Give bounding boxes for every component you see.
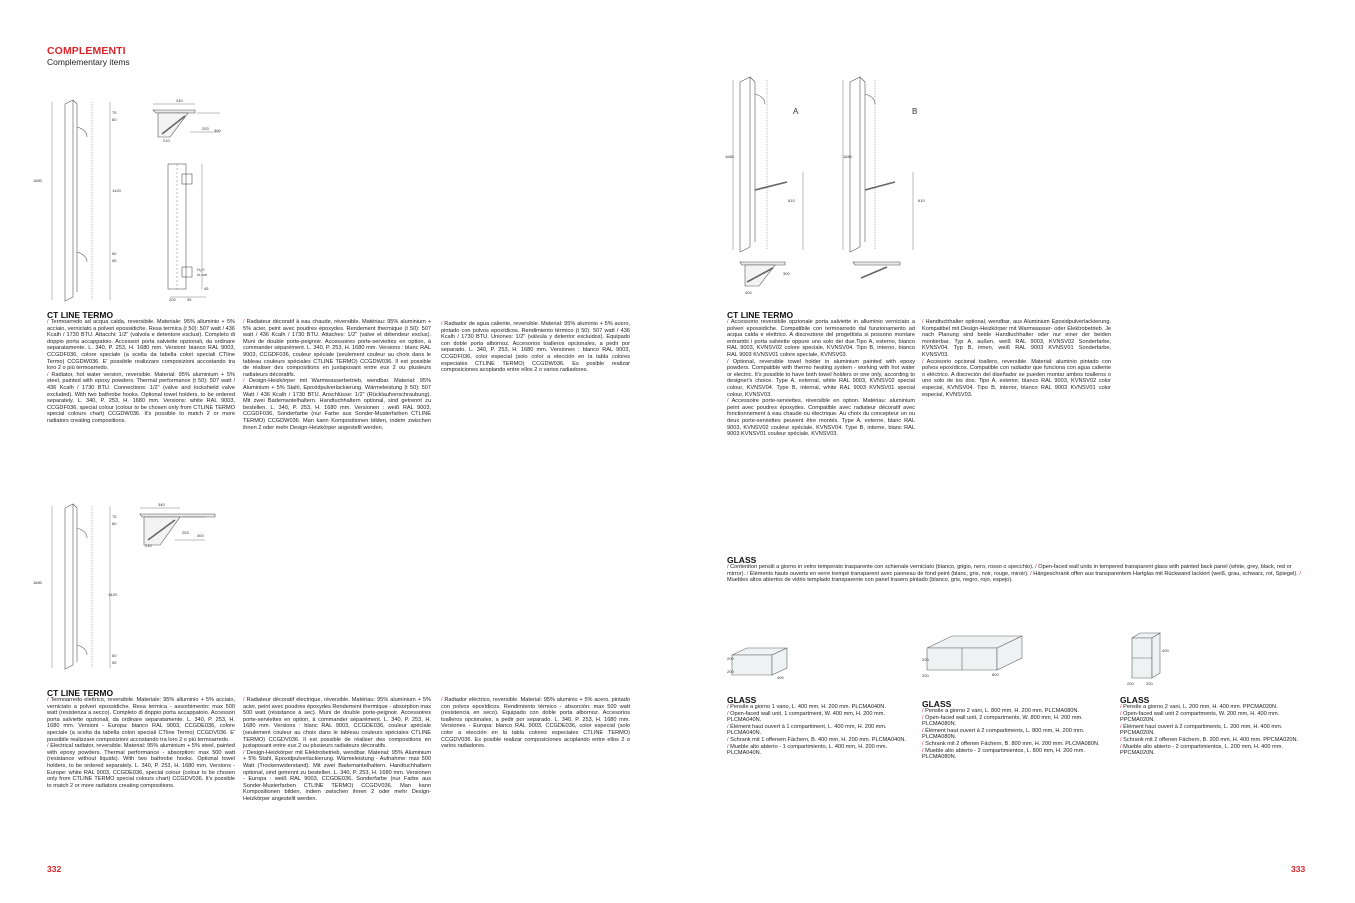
ct3-text-col2: / Handtuchhalter optional, wendbar, aus Aluminium Epoxidpulverlackierung. Kompatibel mit Design-Heizkörper mit Warmwasser- oder Elektrobetrieb. Je nach Planung sind beide Handtuchhalter oder nur einer der beiden montierbar. Typ A, außen, weiß RAL 9003, KVNSV02 Sonderfarbe, KVNSV04. Typ B, innen, weiß RAL 9003 KVNSV01 Sonderfarbe, KVNSV03. / Accesorio opcional toallero, reversible. Material: aluminio pintado con polvos epoxídicos. Compatible con radiador que funciona con agua caliente o eléctrico. A discreción del diseñador se pueden montar ambos toalleros o uno solo de los dos. Tipo A, exterior, blanco RAL 9003, KVNSV02 color especial, KVNSV04. Tipo B, interior, blanco RAL 9003 KVNSV01 color especial, KVNSV03. xyxy=(922,319,1111,398)
glass-unit-line: Schrank mit 2 offenen Fächern, B. 200 mm, H. 400 mm. PPCMA020N. xyxy=(1123,736,1299,743)
dim-label: 80 xyxy=(112,521,117,526)
glass-unit-line: Pensile a giorno 1 vano, L. 400 mm, H. 200 mm. PLCMA040N. xyxy=(730,704,886,710)
glass-text: Hängeschrank offen aus transparentem Hartglas mit Rückwand lackiert (weiß, grau, schwarz, rot, Spiegel). xyxy=(1033,570,1298,577)
dim-label: 800 xyxy=(992,672,999,677)
dim-label: 200 xyxy=(922,673,929,678)
glass-unit-line: Mueble alto abierto - 2 compartimientos, L. 800 mm, H. 200 mm. PLCMA080N. xyxy=(922,747,1085,761)
glass-unit-1-title: GLASS xyxy=(727,695,757,705)
glass-unit-3-title: GLASS xyxy=(1120,695,1150,705)
ct3-text-col1: / Accessorio reversibile opzionale porta salviette in alluminio verniciato a polveri epossidiche. Compatibile con termoarredo dal funzionamento ad acqua calda e elettrico. A discrezione del progettista si possono montare entrambi i porta salviette oppure uno solo dei due.Tipo A, esterno, bianco RAL 9003, KVNSV02 colore speciale, KVNSV04. Tipo B, interno, bianco RAL 9003 KVNSV01 colore speciale, KVNSV03. / Optional, reversible towel holder in aluminium painted with epoxy powders. Compatible with thermo heating system - working with hot water or electric. It's possible to have both towel holders or one only, according to designer's choice. Type A, external, white RAL 9003, KVNSV02 special colour, KVNSV04. Type B, internal, white RAL 9003 KVNSV01 special colour, KVNSV03. / Accessoire porte-serviettes, réversible en option. Matériau: aluminium peint avec poudres époxydes. Compatible avec radiateur décoratif avec fonctionnement à eau chaude ou électrique. Au choix du concepteur un ou deux porte-serviettes peuvent être montés. Type A, externe, blanc RAL 9003, KVNSV02 couleur spéciale, KVNSV04. Type B, interne, blanc RAL 9003 KVNSV01 couleur spéciale, KVNSV03. xyxy=(727,319,916,438)
dim-label: 400 xyxy=(745,290,752,295)
dim-label: 75 xyxy=(112,110,117,115)
ct1-text: Design-Heizkörper mit Warmwasserbetrieb, wendbar. Material: 95% Aluminium + 5% Stahl, Epoxidpulverlackierung. Wärmeleistung (t 50): 507 Watt / 436 Kcalh / 1730 BTU. Anschlüsse: 1/2" (Rücklaufverschraubung). Mit zwei Bademantelhaltern. Handtuchhaltern optional, sind getrennt zu bestellen. L. 340, P. 253, H. 1680 mm. Versionen : weiß RAL 9003, CCGDF036, Sonderfarbe (nur Farbe aus Sonder-Musterfarben CTLINE TERMO) CCGDW036. Man kann Kompositionen bilden, indem zwischen ihnen 2 oder mehr Design-Heizkörper angestellt werden. xyxy=(243,378,432,431)
variant-label-b: B xyxy=(912,107,918,116)
ct1-text: Termoarredo ad acqua calda, reversibile. Materiale: 95% alluminio + 5% acciaio, verniciato a polveri epossidiche. Resa termica (t 50): 507 watt / 436 Kcalh / 1730 BTU. Attacchi: 1/2" (valvola e detentore esclusi). Completo di doppio porta accappatoio. Accessori porta salviette opzionali, da ordinare separatamente. L. 340, P. 253, H. 1680 mm. Versioni: bianco RAL 9003, CCGDF036, colore speciale (a scelta da tabella colori speciali CTline Termo) CCGDW036. E' possibile realizzare composizioni accostando tra loro 2 o più termoarredo. xyxy=(47,319,235,372)
dim-label: 1680 xyxy=(33,580,42,585)
glass-text: Open-faced wall units in tempered transparent glass with painted back panel (white, grey, black, red or mirror). xyxy=(727,564,1292,577)
dim-label: 200 xyxy=(727,669,734,674)
dim-label: 253 xyxy=(202,126,209,131)
dim-label: 210 xyxy=(145,543,152,548)
ct2-text: Design-Heizkörper mit Elektrobetrieb, wendbar. Material: 95% Aluminium + 5% Stahl, Epoxidpulverlackierung. Wärmeleistung - Aufnahme: max 500 Watt (Trockenwiderstand). Mit zwei Bademantelhaltern. Handtuchhaltern optional, sind getrennt zu bestellen. L. 340, P. 253, H. 1680 mm. Versionen - Europa : weiß RAL 9003, CCGDE036, Sonderfarbe (nur Farbe aus Sonder-Musterfarben CTLINE TERMO) CCGDV036. Man kann Kompositionen bilden, indem zwischen ihnen 2 oder mehr Design-Heizkörper angestellt werden. xyxy=(243,749,431,802)
glass-unit-2-text: / Pensile a giorno 2 vani, L. 800 mm, H. 200 mm. PLCMA080N. / Open-faced wall unit, 2 compartments, W. 800 mm, H. 200 mm. PLCMA080N. / Élément haut ouvert à 2 compartiments, L. 800 mm, H. 200 mm. PLCMA080N. / Schrank mit 2 offenen Fächern, B. 800 mm, H. 200 mm. PLCMA080N. / Mueble alto abierto - 2 compartimientos, L. 800 mm, H. 200 mm. PLCMA080N. xyxy=(922,708,1100,761)
glass-unit-3-text: / Pensile a giorno 2 vani, L. 200 mm, H. 400 mm. PPCMA020N. / Open-faced wall unit 2 compartments, W. 200 mm, H. 400 mm. PPCMA020N. / Élément haut ouvert à 2 compartiments, L. 200 mm, H. 400 mm. PPCMA020N. / Schrank mit 2 offenen Fächern, B. 200 mm, H. 400 mm. PPCMA020N. / Mueble alto abierto - 2 compartimientos, L. 200 mm, H. 400 mm. PPCMA020N. xyxy=(1120,704,1299,757)
dim-label: 200 xyxy=(727,656,734,661)
dim-label: 610 xyxy=(918,198,925,203)
dim-label: 200 xyxy=(169,297,176,302)
dim-label: 55 xyxy=(112,258,117,263)
ct-line-termo-title: CT LINE TERMO xyxy=(47,310,114,320)
dim-label: 60 xyxy=(112,251,117,256)
page-number-left: 332 xyxy=(47,864,62,874)
dim-label: 300 xyxy=(214,128,221,133)
dim-label: 610 xyxy=(788,198,795,203)
glass-unit-line: Mueble alto abierto - 1 compartimiento, L. 400 mm, H. 200 mm. PLCMA040N. xyxy=(727,743,888,757)
glass-unit-line: Élément haut ouvert à 2 compartiments, L. 200 mm, H. 400 mm. PPCMA020N. xyxy=(1120,723,1283,737)
ct1-text: Radiador de agua caliente, reversible. Material: 95% aluminio + 5% acero, pintado con polvos epoxídicos. Rendimiento térmico (t 50): 507 watt / 436 Kcalh / 1730 BTU. Uniones: 1/2" (válvula y detentor excluidos). Equipado con doble porta albornoz. Accesorios toalleros opcionales, a pedir por separado. L. 340, P. 253, H. 1680 mm. Versiones : blanco RAL 9003, CCGDF036, color especial (solo color a elección en la tabla colores especiales CTLINE TERMO) CCGDW036. Es posible realizar composiciones acoplando entre ellos 2 o varios radiadores. xyxy=(441,321,631,374)
dim-label: 1420 xyxy=(108,592,117,597)
dim-label: 35 xyxy=(187,297,192,302)
dim-label: 1680 xyxy=(33,178,42,183)
dim-label: 45 xyxy=(204,286,209,291)
ct1-text: Radiateur décoratif à eau chaude, réversible. Matériau: 95% aluminium + 5% acier, peint avec poudres époxydes. Rendement thermique (t 50): 507 watt / 436 Kcalh / 1730 BTU. Attaches: 1/2" (valve et détendeur exclus). Muni de double porte-peignoir. Accessoires porte-serviettes en option, à commander séparément. L. 340, P. 253, H. 1680 mm. Versions : blanc RAL 9003, CCGDF036, couleur spéciale (seulement couleur au choix dans le tableau couleurs spéciales CTLINE TERMO) CCGDW036. Il est possible de réaliser des compositions en juxtaposant entre eux 2 ou plusieurs radiateurs décoratifs. xyxy=(243,319,432,378)
dim-label: 1680 xyxy=(843,154,852,159)
glass-unit-line: Open-faced wall unit, 1 compartment, W. 400 mm, H. 200 mm. PLCMA040N. xyxy=(727,710,885,724)
ct-line-termo-title: CT LINE TERMO xyxy=(47,688,114,698)
glass-unit-line: Mueble alto abierto - 2 compartimientos, L. 200 mm, H. 400 mm. PPCMA020N. xyxy=(1120,743,1283,757)
ct3-text: Optional, reversible towel holder in aluminium painted with epoxy powders. Compatible with thermo heating system - working with hot water or electric. It's possible to have both towel holders or one only, according to designer's choice. Type A, external, white RAL 9003, KVNSV02 special colour, KVNSV04. Type B, internal, white RAL 9003 KVNSV01 special colour, KVNSV03. xyxy=(727,358,916,398)
dim-label: 60 xyxy=(112,653,117,658)
ct1-text-col3: / Radiador de agua caliente, reversible. Material: 95% aluminio + 5% acero, pintado con polvos epoxídicos. Rendimiento térmico (t 50): 507 watt / 436 Kcalh / 1730 BTU. Uniones: 1/2" (válvula y detentor excluidos). Equipado con doble porta albornoz. Accesorios toalleros opcionales, a pedir por separado. L. 340, P. 253, H. 1680 mm. Versiones : blanco RAL 9003, CCGDF036, color especial (solo color a elección en la tabla colores especiales CTLINE TERMO) CCGDW036. Es posible realizar composiciones acoplando entre ellos 2 o varios radiadores. xyxy=(441,321,631,374)
dim-label: 340 xyxy=(158,502,165,507)
dim-label: 400 xyxy=(777,675,784,680)
dim-label: 200 xyxy=(1146,681,1153,686)
ct2-text: Radiateur décoratif électrique, réversible. Matériau: 95% aluminium + 5% acier, peint avec poudres époxydes Rendement thermique - absorption max 500 watt (résistance à sec). Muni de double porte-peignoir. Accessoires porte-serviettes en option, à commander séparément. L. 340, P. 253, H. 1680 mm. Versions : blanc RAL 9003, CCGDE036, couleur spéciale (seulement couleur au choix dans le tableau couleurs spéciales CTLINE TERMO) CCGDV036. Il est possible de réaliser des compositions en juxtaposant entre eux 2 ou plusieurs radiateurs décoratifs. xyxy=(243,697,432,750)
glass-unit-1-text: / Pensile a giorno 1 vano, L. 400 mm, H. 200 mm. PLCMA040N. / Open-faced wall unit, 1 compartment, W. 400 mm, H. 200 mm. PLCMA040N. / Élément haut ouvert à 1 compartiment, L. 400 mm, H. 200 mm. PLCMA040N. / Schrank mit 1 offenem Fächern, B. 400 mm, H. 200 mm. PLCMA040N. / Mueble alto abierto - 1 compartimiento, L. 400 mm, H. 200 mm. PLCMA040N. xyxy=(727,704,906,757)
glass-unit-2-drawing xyxy=(922,628,1032,688)
glass-unit-line: Open-faced wall unit 2 compartments, W. 200 mm, H. 400 mm. PPCMA020N. xyxy=(1120,710,1280,724)
dim-label: 1420 xyxy=(112,188,121,193)
glass-text: Contenitori pensili a giorno in vetro temperato trasparente con schienale verniciato (bianco, grigio, nero, rosso o specchio). xyxy=(730,564,1034,570)
dim-label: H₂O xyxy=(197,267,205,272)
ct-line-termo-hydraulic-drawing xyxy=(30,92,230,307)
ct2-text: Radiador eléctrico, reversible. Material: 95% aluminio + 5% acero, pintado con polvos epoxídicos. Rendimiento térmico - absorción: max 500 watt (resistencia en seco). Equipado con doble porta albornoz. Accesorios toalleros opcionales, a pedir por separado. L. 340, P. 253, H. 1680 mm. Versiones - Europa: blanco RAL 9003, CCGDE036, color especial (solo color a elección en la tabla colores especiales CTLINE TERMO) CCGDV036. Es posible realizar composiciones acoplando entre ellos 2 o varios radiadores. xyxy=(441,697,630,750)
ct2-text-col3: / Radiador eléctrico, reversible. Material: 95% aluminio + 5% acero, pintado con polvos epoxídicos. Rendimiento térmico - absorción: max 500 watt (resistencia en seco). Equipado con doble porta albornoz. Accesorios toalleros opcionales, a pedir por separado. L. 340, P. 253, H. 1680 mm. Versiones - Europa: blanco RAL 9003, CCGDE036, color especial (solo color a elección en la tabla colores especiales CTLINE TERMO) CCGDV036. Es posible realizar composiciones acoplando entre ellos 2 o varios radiadores. xyxy=(441,697,630,750)
ct2-text: Termoarredo elettrico, reversibile. Materiale: 95% alluminio + 5% acciaio, verniciato a polveri epossidiche. Resa termica - assorbimento: max 500 watt (resistenza a secco). Completo di doppio porta accappatoio. Accessori porta salviette opzionali, da ordinare separatamente. L. 340, P. 253, H. 1680 mm. Versioni - Europa: bianco RAL 9003, CCGDE036, colore speciale (a scelta da tabella colori speciali CTline Termo) CCGDV036. E' possibile realizzare composizioni accostando tra loro 2 o più termoarredo. xyxy=(47,697,235,743)
variant-label-a: A xyxy=(793,107,799,116)
page-number-right: 333 xyxy=(1291,864,1306,874)
ct2-text-col2: / Radiateur décoratif électrique, réversible. Matériau: 95% aluminium + 5% acier, peint avec poudres époxydes Rendement thermique - absorption max 500 watt (résistance à sec). Muni de double porte-peignoir. Accessoires porte-serviettes en option, à commander séparément. L. 340, P. 253, H. 1680 mm. Versions : blanc RAL 9003, CCGDE036, couleur spéciale (seulement couleur au choix dans le tableau couleurs spéciales CTLINE TERMO) CCGDV036. Il est possible de réaliser des compositions en juxtaposant entre eux 2 ou plusieurs radiateurs décoratifs. / Design-Heizkörper mit Elektrobetrieb, wendbar. Material: 95% Aluminium + 5% Stahl, Epoxidpulverlackierung. Wärmeleistung - Aufnahme: max 500 Watt (Trockenwiderstand). Mit zwei Bademantelhaltern. Handtuchhaltern optional, sind getrennt zu bestellen. L. 340, P. 253, H. 1680 mm. Versionen - Europa : weiß RAL 9003, CCGDE036, Sonderfarbe (nur Farbe aus Sonder-Musterfarben CTLINE TERMO) CCGDV036. Man kann Kompositionen bilden, indem zwischen ihnen 2 oder mehr Design-Heizkörper angestellt werden. xyxy=(243,697,432,802)
dim-label: 300 xyxy=(197,533,204,538)
glass-unit-1-drawing xyxy=(727,640,797,685)
dim-label: 200 xyxy=(922,657,929,662)
glass-description: / Contenitori pensili a giorno in vetro temperato trasparente con schienale verniciato (bianco, grigio, nero, rosso o specchio). / Open-faced wall units in tempered transparent glass with painted back panel (white, grey, black, red or mirror). / Éléments hauts ouverts en verre trempé transparent avec panneau de fond peint (blanc, gris, noir, rouge, miroir). / Hängeschrank offen aus transparentem Hartglas mit Rückwand lackiert (weiß, grau, schwarz, rot, Spiegel). / Muebles altos abiertos de vidrio templado transparente con panel trasero pintado (blanco, gris, negro, rojo, espejo). xyxy=(727,564,1301,584)
dim-label: 240 xyxy=(176,98,183,103)
ct3-text: Accesorio opcional toallero, reversible. Material: aluminio pintado con polvos epoxídicos. Compatible con radiador que funciona con agua caliente o eléctrico. A discreción del diseñador se pueden montar ambos toalleros o uno solo de los dos. Tipo A, exterior, blanco RAL 9003, KVNSV02 color especial, KVNSV04. Tipo B, interior, blanco RAL 9003 KVNSV01 color especial, KVNSV03. xyxy=(922,358,1111,398)
glass-unit-3-drawing xyxy=(1122,630,1182,690)
ct1-text: Radiator, hot water version, reversible. Material: 95% aluminium + 5% steel, painted with epoxy powders. Thermal performance (t 50): 507 watt / 436 Kcalh / 1730 BTU. Connections: 1/2" (valve and lockshield valve excluded). With two bathrobe hooks. Optional towel holders, to be ordered separately. L. 340, P. 253, H. 1680 mm. Versions: white RAL 9003, CCGDF036, special colour (colour to be chosen only from CTLINE TERMO special colours chart) CCGDW036. It's possible to match 2 or more radiators creating compositions. xyxy=(47,371,235,424)
glass-unit-line: Élément haut ouvert à 2 compartiments, L. 800 mm, H. 200 mm. PLCMA080N. xyxy=(922,727,1085,741)
glass-unit-2-title: GLASS xyxy=(922,699,952,709)
glass-unit-line: Schrank mit 1 offenem Fächern, B. 400 mm, H. 200 mm. PLCMA040N. xyxy=(730,736,906,743)
ct3-text: Accessorio reversibile opzionale porta salviette in alluminio verniciato a polveri epossidiche. Compatibile con termoarredo dal funzionamento ad acqua calda e elettrico. A discrezione del progettista si possono montare entrambi i porta salviette oppure uno solo dei due.Tipo A, esterno, bianco RAL 9003, KVNSV02 colore speciale, KVNSV04. Tipo B, interno, bianco RAL 9003 KVNSV01 colore speciale, KVNSV03. xyxy=(727,319,915,358)
dim-label: in-out xyxy=(197,272,208,277)
ct-line-termo-title: CT LINE TERMO xyxy=(727,310,794,320)
towel-holder-drawing xyxy=(725,72,940,297)
glass-unit-line: Pensile a giorno 2 vani, L. 800 mm, H. 200 mm. PLCMA080N. xyxy=(925,708,1080,714)
section-title: COMPLEMENTI xyxy=(47,45,126,57)
ct1-text-col1: / Termoarredo ad acqua calda, reversibile. Materiale: 95% alluminio + 5% acciaio, verniciato a polveri epossidiche. Resa termica (t 50): 507 watt / 436 Kcalh / 1730 BTU. Attacchi: 1/2" (valvola e detentore esclusi). Completo di doppio porta accappatoio. Accessori porta salviette opzionali, da ordinare separatamente. L. 340, P. 253, H. 1680 mm. Versioni: bianco RAL 9003, CCGDF036, colore speciale (a scelta da tabella colori speciali CTline Termo) CCGDW036. E' possibile realizzare composizioni accostando tra loro 2 o più termoarredo. / Radiator, hot water version, reversible. Material: 95% aluminium + 5% steel, painted with epoxy powders. Thermal performance (t 50): 507 watt / 436 Kcalh / 1730 BTU. Connections: 1/2" (valve and lockshield valve excluded). With two bathrobe hooks. Optional towel holders, to be ordered separately. L. 340, P. 253, H. 1680 mm. Versions: white RAL 9003, CCGDF036, special colour (colour to be chosen only from CTLINE TERMO special colours chart) CCGDW036. It's possible to match 2 or more radiators creating compositions. xyxy=(47,319,235,424)
dim-label: 75 xyxy=(112,514,117,519)
dim-label: 1680 xyxy=(725,154,734,159)
dim-label: 80 xyxy=(112,117,117,122)
dim-label: 210 xyxy=(163,138,170,143)
ct1-text-col2: / Radiateur décoratif à eau chaude, réversible. Matériau: 95% aluminium + 5% acier, peint avec poudres époxydes. Rendement thermique (t 50): 507 watt / 436 Kcalh / 1730 BTU. Attaches: 1/2" (valve et détendeur exclus). Muni de double porte-peignoir. Accessoires porte-serviettes en option, à commander séparément. L. 340, P. 253, H. 1680 mm. Versions : blanc RAL 9003, CCGDF036, couleur spéciale (seulement couleur au choix dans le tableau couleurs spéciales CTLINE TERMO) CCGDW036. Il est possible de réaliser des compositions en juxtaposant entre eux 2 ou plusieurs radiateurs décoratifs. / Design-Heizkörper mit Warmwasserbetrieb, wendbar. Material: 95% Aluminium + 5% Stahl, Epoxidpulverlackierung. Wärmeleistung (t 50): 507 Watt / 436 Kcalh / 1730 BTU. Anschlüsse: 1/2" (Rücklaufverschraubung). Mit zwei Bademantelhaltern. Handtuchhaltern optional, sind getrennt zu bestellen. L. 340, P. 253, H. 1680 mm. Versionen : weiß RAL 9003, CCGDF036, Sonderfarbe (nur Farbe aus Sonder-Musterfarben CTLINE TERMO) CCGDW036. Man kann Kompositionen bilden, indem zwischen ihnen 2 oder mehr Design-Heizkörper angestellt werden. xyxy=(243,319,432,431)
dim-label: 400 xyxy=(1162,648,1169,653)
glass-unit-line: Schrank mit 2 offenen Fächern, B. 800 mm, H. 200 mm. PLCMA080N. xyxy=(925,740,1100,747)
ct3-text: Handtuchhalter optional, wendbar, aus Aluminium Epoxidpulverlackierung. Kompatibel mit Design-Heizkörper mit Warmwasser- oder Elektrobetrieb. Je nach Planung sind beide Handtuchhalter oder nur einer der beiden montierbar. Typ A, außen, weiß RAL 9003, KVNSV02 Sonderfarbe, KVNSV04. Typ B, innen, weiß RAL 9003 KVNSV01 Sonderfarbe, KVNSV03. xyxy=(922,319,1111,358)
ct2-text: Electrical radiator, reversible. Material: 95% aluminium + 5% steel, painted with epoxy powders. Thermal performance - absorption: max 500 watt (resistance without liquids). With two bathrobe hooks. Optional towel holders, to be ordered separately. L. 340, P. 253, H. 1680 mm. Versions - Europe: white RAL 9003, CCGDE036, special colour (colour to be chosen only from CTLINE TERMO special colours chart) CCGDV036. It's possible to match 2 or more radiators creating compositions. xyxy=(47,743,236,789)
dim-label: 300 xyxy=(783,271,790,276)
glass-text: Éléments hauts ouverts en verre trempé transparent avec panneau de fond peint (blanc, gris, noir, rouge, miroir). xyxy=(749,570,1029,577)
ct3-text: Accessoire porte-serviettes, réversible en option. Matériau: aluminium peint avec poudres époxydes. Compatible avec radiateur décoratif avec fonctionnement à eau chaude ou électrique. Au choix du concepteur un ou deux porte-serviettes peuvent être montés. Type A, externe, blanc RAL 9003, KVNSV02 couleur spéciale, KVNSV04. Type B, interne, blanc RAL 9003 KVNSV01 couleur spéciale, KVNSV03. xyxy=(727,398,915,438)
section-subtitle: Complementary items xyxy=(47,57,130,67)
glass-title: GLASS xyxy=(727,555,757,565)
glass-unit-line: Open-faced wall unit, 2 compartments, W. 800 mm, H. 200 mm. PLCMA080N. xyxy=(922,714,1083,728)
glass-unit-line: Pensile a giorno 2 vani, L. 200 mm, H. 400 mm. PPCMA020N. xyxy=(1123,704,1278,710)
ct-line-termo-electric-drawing xyxy=(30,500,230,670)
ct2-text-col1: / Termoarredo elettrico, reversibile. Materiale: 95% alluminio + 5% acciaio, verniciato a polveri epossidiche. Resa termica - assorbimento: max 500 watt (resistenza a secco). Completo di doppio porta accappatoio. Accessori porta salviette opzionali, da ordinare separatamente. L. 340, P. 253, H. 1680 mm. Versioni - Europa: bianco RAL 9003, CCGDE036, colore speciale (a scelta da tabella colori speciali CTline Termo) CCGDV036. E' possibile realizzare composizioni accostando tra loro 2 o più termoarredo. / Electrical radiator, reversible. Material: 95% aluminium + 5% steel, painted with epoxy powders. Thermal performance - absorption: max 500 watt (resistance without liquids). With two bathrobe hooks. Optional towel holders, to be ordered separately. L. 340, P. 253, H. 1680 mm. Versions - Europe: white RAL 9003, CCGDE036, special colour (colour to be chosen only from CTLINE TERMO special colours chart) CCGDV036. It's possible to match 2 or more radiators creating compositions. xyxy=(47,697,236,789)
dim-label: 200 xyxy=(1127,681,1134,686)
glass-unit-line: Élément haut ouvert à 1 compartiment, L. 400 mm, H. 200 mm. PLCMA040N. xyxy=(727,723,887,737)
dim-label: 55 xyxy=(112,660,117,665)
dim-label: 253 xyxy=(182,530,189,535)
glass-text: Muebles altos abiertos de vidrio templado transparente con panel trasero pintado (blanco, gris, negro, rojo, espejo). xyxy=(727,577,1013,584)
